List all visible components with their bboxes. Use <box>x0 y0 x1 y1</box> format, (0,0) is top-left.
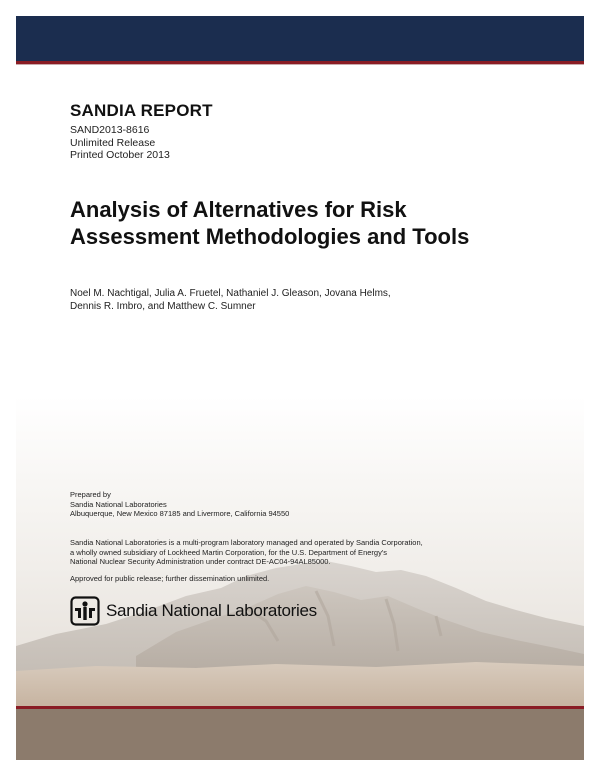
title-line-2: Assessment Methodologies and Tools <box>70 224 470 249</box>
authors-line-1: Noel M. Nachtigal, Julia A. Fruetel, Nathaniel J. Gleason, Jovana Helms, <box>70 288 391 299</box>
authors <box>70 288 391 313</box>
sandia-logo <box>70 596 317 626</box>
disclaimer-line-2: a wholly owned subsidiary of Lockheed Martin Corporation, for the U.S. Department of Energy's <box>70 547 388 557</box>
thunderbird-icon <box>70 596 100 626</box>
disclaimer-line-3: National Nuclear Security Administration under contract DE-AC04-94AL85000. <box>70 557 331 566</box>
authors-line-2: Dennis R. Imbro, and Matthew C. Sumner <box>70 300 256 312</box>
report-number: SAND2013-8616 <box>70 124 150 136</box>
header-band <box>16 16 584 61</box>
prepared-by <box>70 490 289 519</box>
prepared-line-1: Prepared by <box>70 490 111 499</box>
prepared-line-3: Albuquerque, New Mexico 87185 and Livermore, California 94550 <box>70 509 290 518</box>
report-meta <box>70 124 170 162</box>
footer-band <box>16 709 584 760</box>
prepared-line-2: Sandia National Laboratories <box>70 499 167 509</box>
header-rule-thin <box>16 64 584 65</box>
report-title <box>70 196 469 250</box>
report-printed: Printed October 2013 <box>70 149 170 161</box>
report-cover <box>16 16 584 760</box>
disclaimer <box>70 538 423 567</box>
disclaimer-line-1: Sandia National Laboratories is a multi-program laboratory managed and operated by Sandia Corporation, <box>70 538 423 547</box>
title-line-1: Analysis of Alternatives for Risk <box>70 197 407 222</box>
logo-text: Sandia National Laboratories <box>106 601 317 620</box>
approval-statement: Approved for public release; further dissemination unlimited. <box>70 574 270 583</box>
report-release: Unlimited Release <box>70 136 156 149</box>
report-label: SANDIA REPORT <box>70 101 213 120</box>
